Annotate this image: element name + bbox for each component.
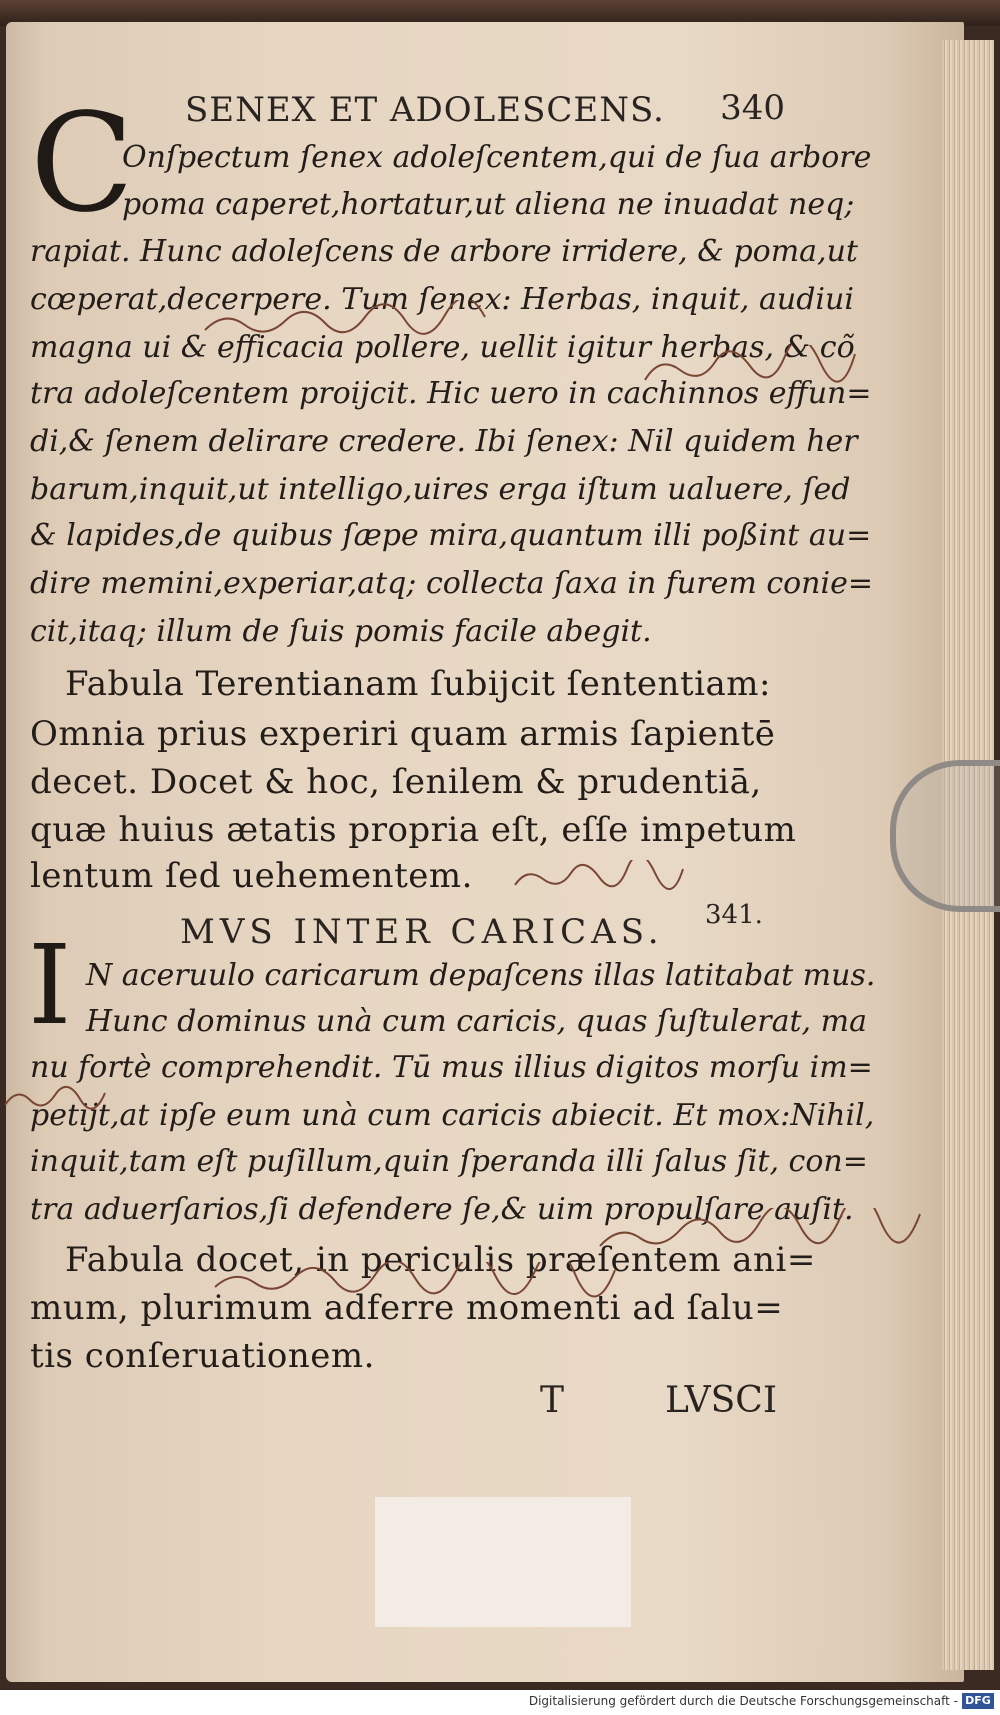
text-line: & lapides,de quibus ſæpe mira,quantum illi poßint au= [30,518,872,553]
handwritten-annotation [510,860,710,900]
text-line: barum,inquit,ut intelligo,uires erga iſtum ualuere, ſed [30,472,851,507]
text-line: cit,itaq; illum de ſuis pomis facile abegit. [30,614,652,649]
text-line: magna ui & efficacia pollere, uellit igitur herbas, & cõ [30,330,855,365]
text-line: tra aduerſarios,ſi defendere ſe,& uim propulſare auſit. [30,1192,854,1227]
handwritten-annotation [0,1080,120,1120]
text-line: rapiat. Hunc adoleſcens de arbore irridere, & poma,ut [30,234,858,269]
text-line: N aceruulo caricarum depaſcens illas latitabat mus. [86,958,876,993]
drop-cap: I [28,921,72,1049]
handwritten-annotation [595,1208,925,1258]
section-title: MVS INTER CARICAS. [180,912,664,952]
library-stamp-area [375,1497,631,1627]
text-line: cœperat,decerpere. Tum ſenex: Herbas, inquit, audiui [30,282,854,317]
handwritten-annotation [200,300,540,340]
text-line: dire memini,experiar,atq; collecta ſaxa in furem conie= [30,566,873,601]
text-line: di,& ſenem delirare credere. Ibi ſenex: Nil quidem her [30,424,858,459]
folio-number: 340 [720,88,785,128]
section-number: 341. [705,900,763,930]
text-line: Onſpectum ſenex adoleſcentem,qui de ſua arbore [122,140,872,175]
signature-mark: T [540,1380,565,1421]
text-line: inquit,tam eſt puſillum,quin ſperanda illi ſalus ſit, con= [30,1144,868,1179]
book-page [6,22,964,1682]
text-line: tra adoleſcentem proijcit. Hic uero in cachinnos effun= [30,376,872,411]
running-head [185,84,785,134]
handwritten-annotation [210,1262,640,1302]
footer-bar [0,1690,1000,1715]
moral-line: Fabula docet, in periculis præſentem ani= [65,1240,816,1280]
text-line: Hunc dominus unà cum caricis, quas ſuſtulerat, ma [86,1004,867,1039]
moral-line: mum, plurimum adferre momenti ad ſalu= [30,1288,784,1328]
moral-line: lentum ſed uehementem. [30,856,473,896]
moral-line: quæ huius ætatis propria eſt, eſſe impetum [30,810,797,850]
running-head-title: SENEX ET ADOLESCENS. [185,90,665,130]
moral-line: tis conſeruationem. [30,1336,375,1376]
footer-credit: Digitalisierung gefördert durch die Deutsche Forschungsgemeinschaft - [528,1694,958,1708]
dfg-logo: DFG [962,1693,994,1709]
drop-cap: C [30,85,135,243]
moral-line: Fabula Terentianam ſubijcit ſententiam: [65,664,771,704]
handwritten-annotation [640,345,880,395]
text-line: nu fortè comprehendit. Tū mus illius digitos morſu im= [30,1050,873,1085]
moral-line: decet. Docet & hoc, ſenilem & prudentiā, [30,762,762,802]
text-line: poma caperet,hortatur,ut aliena ne inuadat neq; [122,187,855,222]
text-line: petijt,at ipſe eum unà cum caricis abiecit. Et mox:Nihil, [30,1098,875,1133]
moral-line: Omnia prius experiri quam armis ſapientē [30,714,776,754]
catchword: LVSCI [665,1380,778,1421]
